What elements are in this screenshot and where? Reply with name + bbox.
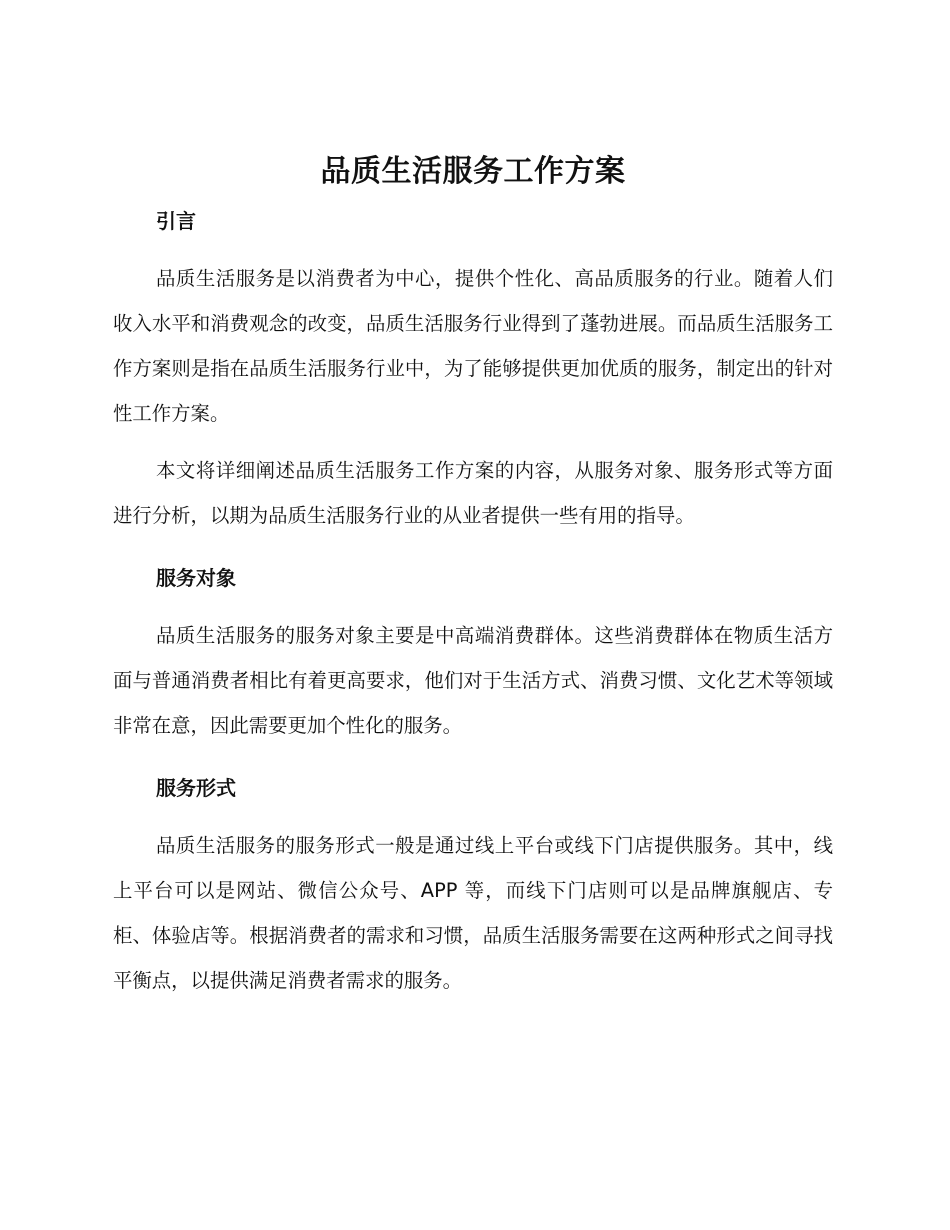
document-title: 品质生活服务工作方案 xyxy=(320,154,626,189)
introduction-paragraph-2: 本文将详细阐述品质生活服务工作方案的内容，从服务对象、服务形式等方面进行分析，以期为品质生活服务行业的从业者提供一些有用的指导。 xyxy=(113,459,833,527)
service-form-paragraph: 品质生活服务的服务形式一般是通过线上平台或线下门店提供服务。其中，线上平台可以是网站、微信公众号、APP 等，而线下门店则可以是品牌旗舰店、专柜、体验店等。根据消费者的需求和习惯，品质生活服务需要在这两种形式之间寻找平衡点，以提供满足消费者需求的服务。 xyxy=(113,834,833,992)
introduction-paragraph-1: 品质生活服务是以消费者为中心，提供个性化、高品质服务的行业。随着人们收入水平和消费观念的改变，品质生活服务行业得到了蓬勃进展。而品质生活服务工作方案则是指在品质生活服务行业中，为了能够提供更加优质的服务，制定出的针对性工作方案。 xyxy=(113,267,833,425)
section-heading-service-target: 服务对象 xyxy=(156,566,236,590)
section-heading-service-form: 服务形式 xyxy=(156,776,236,800)
service-target-paragraph: 品质生活服务的服务对象主要是中高端消费群体。这些消费群体在物质生活方面与普通消费者相比有着更高要求，他们对于生活方式、消费习惯、文化艺术等领域非常在意，因此需要更加个性化的服务。 xyxy=(113,624,833,737)
section-heading-introduction: 引言 xyxy=(156,209,196,233)
document-page xyxy=(113,150,833,1003)
